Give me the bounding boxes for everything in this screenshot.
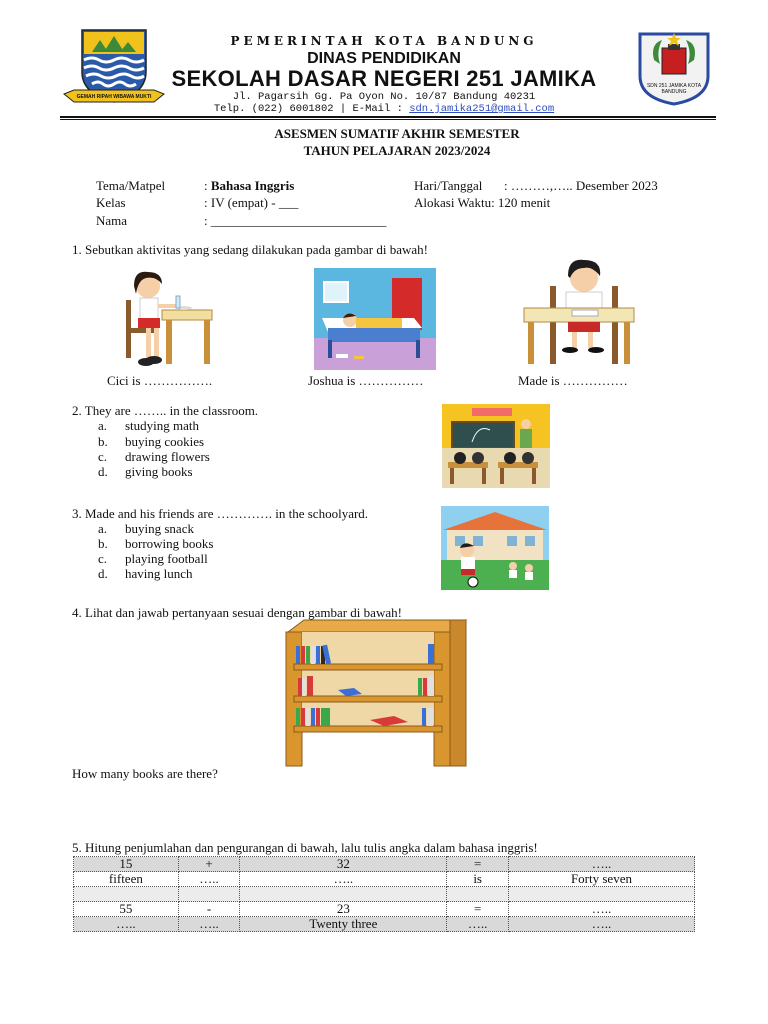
table-cell: - [178,902,240,917]
table-cell [178,887,240,902]
bookshelf-image [282,618,468,770]
table-cell [508,887,694,902]
q2-prompt: 2. They are …….. in the classroom. [72,403,259,418]
kelas-label: Kelas [96,195,126,210]
q1-caption-made: Made is …………… [518,373,628,388]
q2-option-a[interactable] [98,418,107,434]
option-letter: c. [98,449,108,464]
school-contact [0,103,768,115]
table-cell [240,887,447,902]
answer-cell[interactable]: ….. [447,917,509,932]
classroom-image [442,404,550,488]
city-logo-motto: GEMAH RIPAH WIBAWA MUKTI [76,94,152,100]
q2-option-b[interactable] [98,434,108,450]
tema-subject: Bahasa Inggris [210,178,295,193]
q5-prompt: 5. Hitung penjumlahan dan pengurangan di bawah, lalu tulis angka dalam bahasa inggris! [72,840,538,855]
exam-title: ASESMEN SUMATIF AKHIR SEMESTER [274,126,520,141]
phone-label: Telp. (022) 6001802 | E-Mail : [213,103,410,115]
option-letter: b. [98,536,108,551]
q3-option-a[interactable] [98,521,107,537]
header-rule-thick [60,116,716,118]
nama-label: Nama [96,213,128,228]
option-letter: b. [98,434,108,449]
q5-table [73,856,695,932]
table-cell [74,887,179,902]
tema-value [204,178,294,194]
table-cell: + [178,857,240,872]
table-row [74,857,695,872]
header-rule-thin [60,119,716,120]
q1-caption-joshua: Joshua is …………… [308,373,424,388]
answer-cell[interactable]: ….. [74,917,179,932]
option-letter: c. [98,551,108,566]
option-letter: d. [98,464,108,479]
agency-name: DINAS PENDIDIKAN [307,50,461,67]
q3-prompt: 3. Made and his friends are …………. in the schoolyard. [72,506,369,521]
hari-field[interactable]: : ………,….. Desember 2023 [504,178,658,193]
answer-cell[interactable]: ….. [508,917,694,932]
q3-option-a-text: buying snack [125,521,194,536]
q2-option-d[interactable] [98,464,108,480]
q2-option-c-text: drawing flowers [125,449,210,464]
q3-option-b-text: borrowing books [125,536,214,551]
table-row [74,902,695,917]
table-cell: Twenty three [240,917,447,932]
q3-option-d[interactable] [98,566,108,582]
table-cell: 32 [240,857,447,872]
table-cell: Forty seven [508,872,694,887]
q4-question: How many books are there? [72,766,218,781]
q1-caption-cici: Cici is ……………. [107,373,213,388]
schoolyard-image [441,506,549,590]
school-logo-text: SDN 251 JAMIKA KOTA BANDUNG [646,83,702,95]
q2-option-b-text: buying cookies [125,434,205,449]
q3-option-c-text: playing football [125,551,208,566]
girl-eating-image [118,270,218,368]
school-name: SEKOLAH DASAR NEGERI 251 JAMIKA [171,66,597,91]
exam-year: TAHUN PELAJARAN 2023/2024 [303,143,491,158]
answer-cell[interactable]: ….. [508,902,694,917]
table-row [74,917,695,932]
waktu-label: Alokasi Waktu: 120 menit [414,195,551,210]
q3-option-b[interactable] [98,536,108,552]
school-address: Jl. Pagarsih Gg. Pa Oyon No. 10/87 Bandung 40231 [232,91,536,103]
hari-label: Hari/Tanggal [414,178,483,193]
q2-option-a-text: studying math [125,418,200,433]
table-row [74,872,695,887]
kelas-field[interactable]: : IV (empat) - ___ [204,195,299,210]
answer-cell[interactable]: ….. [178,917,240,932]
table-cell: = [447,857,509,872]
tema-label: Tema/Matpel [96,178,166,193]
q2-option-c[interactable] [98,449,107,465]
table-cell [447,887,509,902]
email-link[interactable]: sdn.jamika251@gmail.com [409,103,555,115]
nama-field[interactable]: : ___________________________ [204,213,387,228]
table-cell: 23 [240,902,447,917]
table-cell: 55 [74,902,179,917]
option-letter: a. [98,521,108,536]
table-cell: = [447,902,509,917]
option-letter: d. [98,566,108,581]
q1-prompt: 1. Sebutkan aktivitas yang sedang dilakukan pada gambar di bawah! [72,242,428,257]
tema-colon: : [204,178,208,193]
boy-sleeping-image [314,268,436,370]
table-cell: is [447,872,509,887]
answer-cell[interactable]: ….. [508,857,694,872]
table-cell: fifteen [74,872,179,887]
answer-cell[interactable]: ….. [240,872,447,887]
q3-option-d-text: having lunch [125,566,193,581]
table-row-spacer [74,887,695,902]
table-cell: 15 [74,857,179,872]
boy-writing-image [522,256,646,368]
government-name: PEMERINTAH KOTA BANDUNG [230,34,538,48]
q3-option-c[interactable] [98,551,107,567]
q4-prompt: 4. Lihat dan jawab pertanyaan sesuai dengan gambar di bawah! [72,605,402,620]
option-letter: a. [98,418,108,433]
q2-option-d-text: giving books [125,464,193,479]
answer-cell[interactable]: ….. [178,872,240,887]
